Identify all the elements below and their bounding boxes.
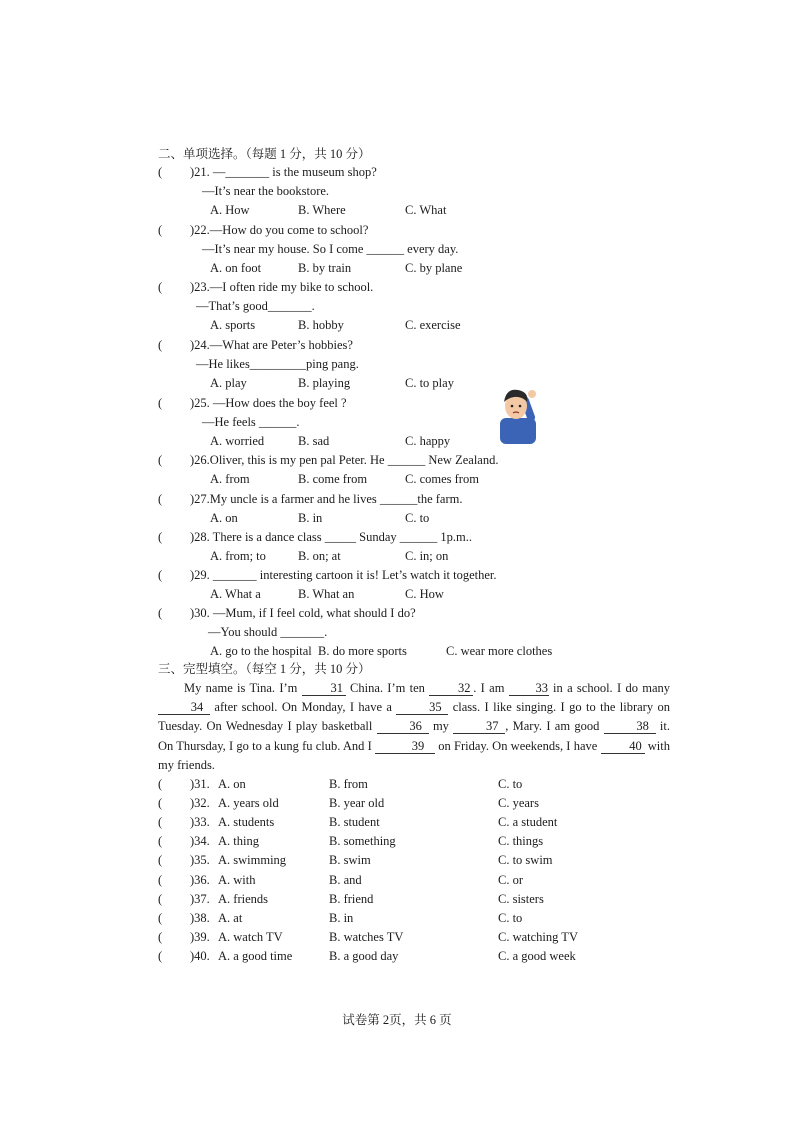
question-stem: )21. —_______ is the museum shop? — [190, 165, 377, 179]
option-a[interactable]: A. years old — [218, 796, 279, 811]
option-c[interactable]: C. in; on — [405, 549, 449, 563]
answer-paren[interactable]: ( — [158, 280, 163, 294]
question-stem: )28. There is a dance class _____ Sunday ______ 1p.m.. — [190, 530, 473, 544]
option-b[interactable]: B. hobby — [298, 318, 344, 332]
option-number: )37. — [190, 891, 210, 906]
option-number: )33. — [190, 815, 210, 830]
option-c[interactable]: C. or — [498, 872, 523, 887]
blank-35[interactable]: 35 — [396, 701, 448, 715]
option-a[interactable]: A. friends — [218, 891, 268, 906]
section-2-title: 二、单项选择。（每题 1 分，共 10 分） — [158, 147, 371, 161]
question-answer-line: —It’s near my house. So I come ______ every day. — [202, 242, 459, 256]
answer-paren[interactable]: ( — [158, 568, 163, 582]
option-number: )31. — [190, 777, 210, 791]
option-c[interactable]: C. watching TV — [498, 929, 578, 944]
question-stem: )27.My uncle is a farmer and he lives ______the farm. — [190, 492, 463, 506]
blank-32[interactable]: 32 — [429, 682, 473, 696]
option-c[interactable]: C. What — [405, 203, 447, 217]
answer-paren[interactable]: ( — [158, 223, 163, 237]
option-c[interactable]: C. to — [405, 511, 430, 525]
option-c[interactable]: C. by plane — [405, 261, 463, 275]
blank-36[interactable]: 36 — [377, 720, 429, 734]
option-number: )39. — [190, 929, 210, 944]
option-c[interactable]: C. comes from — [405, 472, 479, 486]
question-stem: )30. —Mum, if I feel cold, what should I do? — [190, 606, 416, 620]
option-a[interactable]: A. from; to — [210, 549, 266, 563]
answer-paren[interactable]: ( — [158, 872, 163, 887]
option-a[interactable]: A. watch TV — [218, 929, 283, 944]
option-b[interactable]: B. in — [298, 511, 323, 525]
option-b[interactable]: B. come from — [298, 472, 368, 486]
option-c[interactable]: C. things — [498, 834, 544, 849]
answer-paren[interactable]: ( — [158, 929, 163, 944]
option-b[interactable]: B. do more sports — [318, 644, 407, 658]
question-stem: )29. _______ interesting cartoon it is! Let’s watch it together. — [190, 568, 497, 582]
option-c[interactable]: C. exercise — [405, 318, 461, 332]
option-c[interactable]: C. to — [498, 910, 523, 925]
answer-paren[interactable]: ( — [158, 796, 163, 811]
option-b[interactable]: B. sad — [298, 434, 330, 448]
answer-paren[interactable]: ( — [158, 396, 163, 410]
blank-31[interactable]: 31 — [302, 682, 346, 696]
option-c[interactable]: C. to — [498, 777, 523, 791]
answer-paren[interactable]: ( — [158, 815, 163, 830]
blank-37[interactable]: 37 — [453, 720, 505, 734]
answer-paren[interactable]: ( — [158, 165, 163, 179]
option-a[interactable]: A. on — [210, 511, 238, 525]
option-number: )40. — [190, 948, 210, 963]
blank-39[interactable]: 39 — [375, 740, 435, 754]
option-b[interactable]: B. Where — [298, 203, 346, 217]
option-number: )34. — [190, 834, 210, 849]
question-answer-line: —You should _______. — [208, 625, 328, 639]
option-number: )36. — [190, 872, 210, 887]
option-a[interactable]: A. sports — [210, 318, 256, 332]
option-b[interactable]: B. on; at — [298, 549, 341, 563]
option-a[interactable]: A. from — [210, 472, 250, 486]
cloze-passage: My name is Tina. I’m 31 China. I’m ten 32 . I am 33 in a school. I do many 34 after school. On Monday, I have a 35 class. I like singing. I go to the library on Tuesday. On Wednesday I play basketball 36 my 37 , Mary. I am good 38 it. On Thursday, I go to a kung fu club. And I 39 on Friday. On weekends, I have 40 with my friends. — [158, 681, 671, 772]
question-stem: )22.—How do you come to school? — [190, 223, 369, 237]
option-c[interactable]: C. to play — [405, 376, 454, 390]
option-number: )35. — [190, 853, 210, 868]
answer-paren[interactable]: ( — [158, 453, 163, 467]
option-a[interactable]: A. with — [218, 872, 256, 887]
option-b[interactable]: B. swim — [329, 853, 371, 868]
answer-paren[interactable]: ( — [158, 948, 163, 963]
question-answer-line: —That’s good_______. — [196, 299, 315, 313]
answer-paren[interactable]: ( — [158, 530, 163, 544]
option-number: )38. — [190, 910, 210, 925]
option-a[interactable]: A. thing — [218, 834, 259, 849]
section-3-title: 三、完型填空。（每空 1 分，共 10 分） — [158, 662, 371, 676]
option-a[interactable]: A. How — [210, 203, 250, 217]
blank-40[interactable]: 40 — [601, 740, 645, 754]
option-b[interactable]: B. a good day — [329, 948, 399, 963]
option-c[interactable]: C. a good week — [498, 948, 576, 963]
option-c[interactable]: C. to swim — [498, 853, 553, 868]
answer-paren[interactable]: ( — [158, 777, 163, 791]
question-stem: )25. —How does the boy feel ? — [190, 396, 347, 410]
option-a[interactable]: A. on — [218, 777, 246, 791]
answer-paren[interactable]: ( — [158, 891, 163, 906]
blank-34[interactable]: 34 — [158, 701, 210, 715]
answer-paren[interactable]: ( — [158, 853, 163, 868]
option-b[interactable]: B. and — [329, 872, 362, 887]
option-a[interactable]: A. swimming — [218, 853, 287, 868]
option-a[interactable]: A. on foot — [210, 261, 262, 275]
question-answer-line: —He feels ______. — [202, 415, 300, 429]
blank-38[interactable]: 38 — [604, 720, 656, 734]
option-b[interactable]: B. watches TV — [329, 929, 404, 944]
option-a[interactable]: A. worried — [210, 434, 265, 448]
option-c[interactable]: C. years — [498, 796, 539, 811]
option-a[interactable]: A. What a — [210, 587, 261, 601]
option-a[interactable]: A. a good time — [218, 948, 293, 963]
question-stem: )26.Oliver, this is my pen pal Peter. He ______ New Zealand. — [190, 453, 499, 467]
answer-paren[interactable]: ( — [158, 910, 163, 925]
question-answer-line: —It’s near the bookstore. — [202, 184, 330, 198]
option-b[interactable]: B. playing — [298, 376, 351, 390]
option-b[interactable]: B. year old — [329, 796, 385, 811]
option-c[interactable]: C. happy — [405, 434, 451, 448]
option-b[interactable]: B. student — [329, 815, 380, 830]
option-number: )32. — [190, 796, 210, 811]
page-footer: 试卷第 2页，共 6 页 — [342, 1013, 452, 1027]
option-c[interactable]: C. wear more clothes — [446, 644, 553, 658]
question-stem: )24.—What are Peter’s hobbies? — [190, 338, 353, 352]
option-c[interactable]: C. sisters — [498, 891, 544, 906]
boy-thinking-icon — [494, 384, 542, 444]
option-b[interactable]: B. What an — [298, 587, 355, 601]
option-a[interactable]: A. students — [218, 815, 275, 830]
option-c[interactable]: C. How — [405, 587, 444, 601]
option-b[interactable]: B. in — [329, 910, 354, 925]
option-b[interactable]: B. something — [329, 834, 396, 849]
answer-paren[interactable]: ( — [158, 338, 163, 352]
option-c[interactable]: C. a student — [498, 815, 558, 830]
option-a[interactable]: A. go to the hospital — [210, 644, 312, 658]
answer-paren[interactable]: ( — [158, 606, 163, 620]
option-a[interactable]: A. at — [218, 910, 243, 925]
answer-paren[interactable]: ( — [158, 834, 163, 849]
question-stem: )23.—I often ride my bike to school. — [190, 280, 374, 294]
option-b[interactable]: B. by train — [298, 261, 352, 275]
option-b[interactable]: B. friend — [329, 891, 374, 906]
question-answer-line: —He likes_________ping pang. — [196, 357, 359, 371]
blank-33[interactable]: 33 — [509, 682, 549, 696]
answer-paren[interactable]: ( — [158, 492, 163, 506]
option-b[interactable]: B. from — [329, 777, 368, 791]
option-a[interactable]: A. play — [210, 376, 247, 390]
